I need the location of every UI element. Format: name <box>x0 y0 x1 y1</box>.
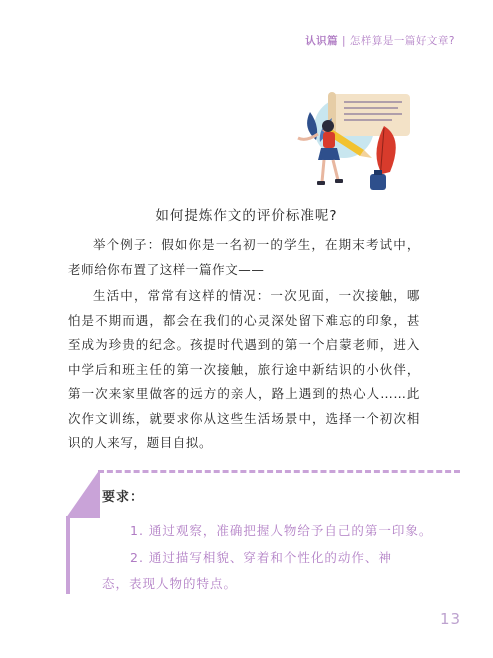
scroll-paper <box>328 92 410 138</box>
requirement-item-2-continued: 态，表现人物的特点。 <box>102 576 238 591</box>
prompt-paragraph: 生活中，常常有这样的情况：一次见面，一次接触，哪怕是不期而遇，都会在我们的心灵深处留下难忘的印象，甚至成为珍贵的纪念。孩提时代遇到的第一个启蒙老师，进入中学后和班主任的第一次接触，旅行途中新结识的小伙伴，第一次来家里做客的远方的亲人，路上遇到的热心人……此次作文训练，就要求你从这些生活场景中，选择一个初次相识的人来写，题目自拟。 <box>68 288 420 450</box>
requirement-item-1: 1. 通过观察，准确把握人物给予自己的第一印象。 <box>130 523 433 538</box>
requirements-title: 要求： <box>102 490 145 505</box>
requirements-corner-ribbon <box>62 472 100 518</box>
header-title: 怎样算是一篇好文章? <box>349 35 455 47</box>
running-header <box>305 33 455 48</box>
header-section: 认识篇 <box>305 35 339 47</box>
writing-girl-illustration <box>292 88 420 196</box>
example-paragraph: 举个例子：假如你是一名初一的学生，在期末考试中，老师给你布置了这样一篇作文—— <box>68 237 420 277</box>
page-number: 13 <box>440 610 462 628</box>
requirements-dashed-border <box>98 470 460 473</box>
section-question: 如何提炼作文的评价标准呢? <box>155 208 338 224</box>
requirement-item-2: 2. 通过描写相貌、穿着和个性化的动作、神 <box>130 550 392 565</box>
header-separator: | <box>342 35 347 47</box>
requirements-side-bar <box>66 516 70 594</box>
